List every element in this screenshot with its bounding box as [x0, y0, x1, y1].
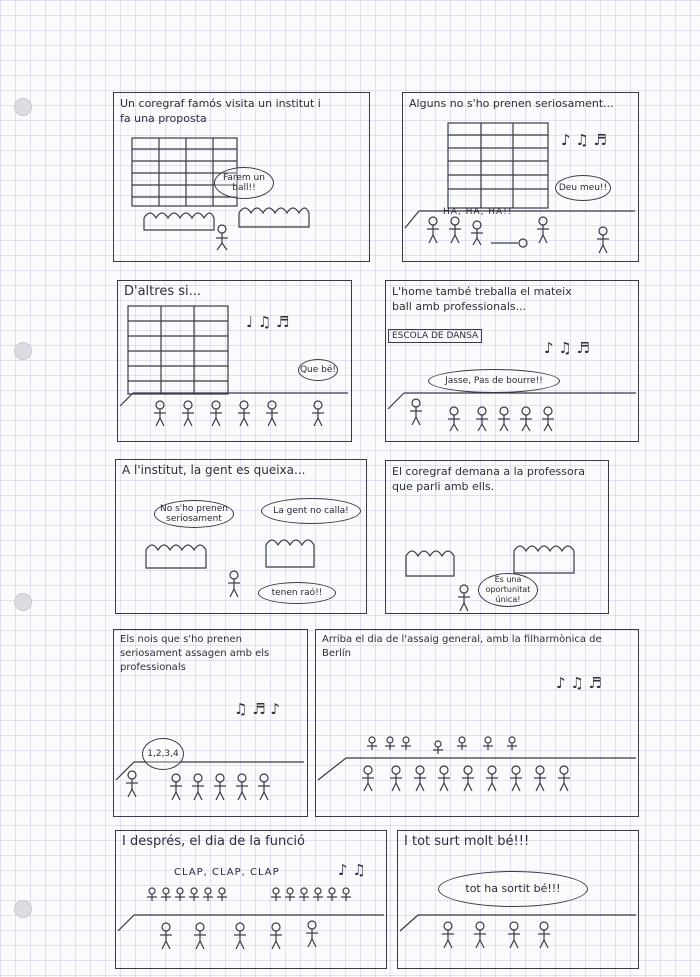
comic-panel-9	[115, 830, 387, 969]
comic-panel-10	[397, 830, 639, 969]
panel-caption: A l'institut, la gent es queixa...	[122, 463, 306, 477]
binder-hole	[14, 98, 32, 116]
panel-caption: Alguns no s'ho prenen seriosament...	[409, 97, 614, 110]
comic-panel-4	[385, 280, 639, 442]
panel-caption: I tot surt molt bé!!!	[404, 834, 530, 849]
music-notes-icon: ♪ ♫	[338, 861, 366, 879]
comic-panel-1	[113, 92, 370, 262]
speech-bubble: tenen raó!!	[258, 582, 336, 604]
performance-scene	[116, 831, 386, 968]
panel-caption: L'home també treballa el mateix ball amb professionals...	[392, 285, 572, 313]
dancer-figure	[154, 401, 324, 426]
panel-caption: El coregraf demana a la professora que parli amb ells.	[392, 465, 585, 493]
speech-bubble: Que bé!	[298, 359, 338, 381]
laughter-text: HA, HA, HA!!	[443, 207, 513, 217]
speech-bubble: No s'ho prenen seriosament	[154, 500, 234, 528]
speech-bubble: La gent no calla!	[261, 498, 361, 524]
comic-panel-8	[315, 629, 639, 817]
music-notes-icon: ♪ ♫ ♬	[556, 674, 603, 692]
panel-caption: Arriba el dia de l'assaig general, amb la filharmònica de Berlín	[322, 634, 602, 659]
panel-caption: D'altres si...	[124, 284, 202, 299]
stage-scene	[386, 281, 638, 441]
final-scene	[398, 831, 638, 968]
stage-scene	[403, 93, 638, 261]
comic-panel-5	[115, 459, 367, 614]
binder-hole	[14, 593, 32, 611]
music-notes-icon: ♪ ♫ ♬	[544, 339, 591, 357]
music-notes-icon: ♩ ♫ ♬	[246, 313, 290, 331]
music-notes-icon: ♪ ♫ ♬	[561, 131, 608, 149]
orchestra-stage-scene	[316, 630, 638, 816]
binder-hole	[14, 342, 32, 360]
speech-bubble: Deu meu!!	[555, 175, 611, 201]
speech-bubble: És una oportunitat única!	[478, 573, 538, 607]
comic-panel-7	[113, 629, 308, 817]
comic-panel-6	[385, 460, 609, 614]
comic-panel-2	[402, 92, 639, 262]
music-notes-icon: ♫ ♬ ♪	[234, 700, 281, 718]
comic-panel-3	[117, 280, 352, 442]
speech-bubble: Farem un ball!!	[214, 167, 274, 199]
panel-caption: Els nois que s'ho prenen seriosament assagen amb els professionals	[120, 634, 270, 673]
panel-caption: I després, el dia de la funció	[122, 834, 305, 849]
stage-scene	[114, 630, 307, 816]
speech-bubble: tot ha sortit bé!!!	[438, 871, 588, 907]
panel-caption: Un coregraf famós visita un institut i fa una proposta	[120, 97, 321, 125]
binder-hole	[14, 900, 32, 918]
applause-text: CLAP, CLAP, CLAP	[174, 867, 280, 878]
speech-bubble: Jasse, Pas de bourre!!	[428, 369, 560, 393]
dance-school-sign: ESCOLA DE DANSA	[388, 329, 482, 343]
speech-bubble: 1,2,3,4	[142, 738, 184, 770]
